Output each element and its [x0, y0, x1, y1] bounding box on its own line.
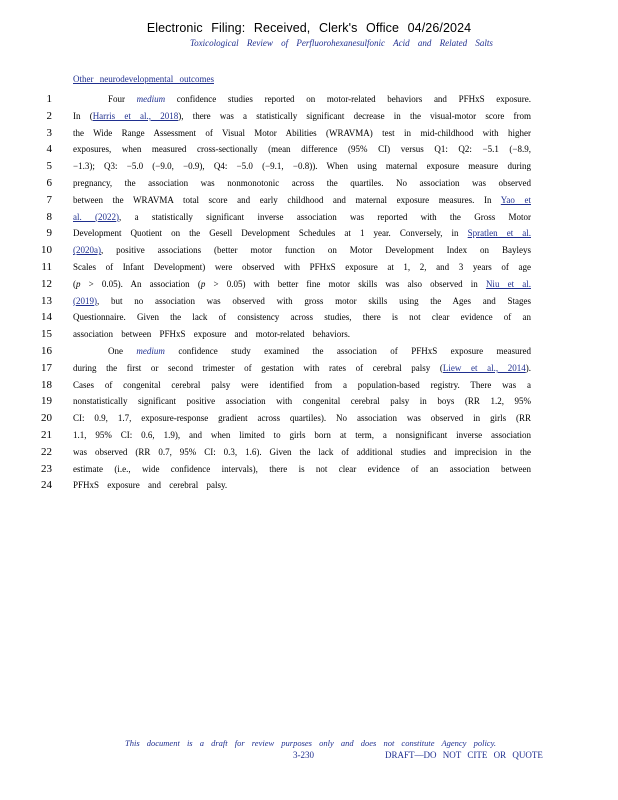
confidence-label: medium — [136, 346, 165, 356]
line-text — [73, 259, 531, 275]
citation-link[interactable]: (2020a) — [73, 245, 101, 256]
citation-link[interactable]: (2019) — [73, 295, 97, 306]
line-text — [73, 477, 531, 493]
line-number: 14 — [41, 311, 52, 324]
text-span: One — [108, 346, 137, 356]
text-line — [0, 108, 618, 124]
line-text — [73, 175, 531, 191]
text-span: , positive associations (better motor function on Motor Development Index on Bayleys — [101, 245, 531, 256]
text-line — [0, 192, 618, 208]
text-span: Scales of Infant Development) were observed with PFHxS exposure at 1, 2, and 3 years of age — [73, 262, 531, 272]
line-text — [73, 377, 531, 393]
text-span: > 0.05) with better fine motor skills was also observed in — [205, 278, 486, 289]
text-span: PFHxS exposure and cerebral palsy. — [73, 480, 228, 491]
text-line — [0, 444, 618, 460]
line-number: 22 — [41, 445, 52, 458]
line-number: 12 — [41, 277, 52, 290]
text-line — [0, 259, 618, 275]
line-number: 19 — [41, 395, 52, 408]
text-line — [0, 393, 618, 409]
citation-link[interactable]: al. (2022) — [73, 211, 120, 222]
line-number: 23 — [41, 462, 52, 475]
line-number: 7 — [46, 193, 52, 206]
text-line — [0, 343, 618, 359]
text-span: ( — [73, 278, 76, 289]
line-number: 2 — [46, 109, 52, 122]
confidence-label: medium — [136, 94, 166, 104]
text-span: between the WRAVMA total score and early childhood and maternal exposure measures. In — [73, 194, 501, 205]
line-number: 21 — [41, 429, 52, 441]
citation-link[interactable]: Harris et al., 2018 — [92, 110, 179, 121]
text-span: CI: 0.9, 1.7, exposure-response gradient across quartiles). No association was observed in girls (RR — [73, 413, 531, 424]
line-number: 5 — [46, 160, 52, 173]
text-span: Four — [108, 94, 137, 104]
line-text — [73, 225, 531, 241]
text-span: , a statistically significant inverse association was reported with the Gross Motor — [119, 211, 531, 222]
text-line — [0, 427, 618, 443]
text-span: Development Quotient on the Gesell Development Schedules at 1 year. Conversely, in — [73, 228, 468, 239]
text-line — [0, 225, 618, 241]
text-line — [0, 242, 618, 258]
text-span: −1.3); Q3: −5.0 (−9.0, −0.9), Q4: −5.0 (−9.1, −0.8)). When using maternal exposure measure during — [73, 161, 531, 172]
section-heading-link[interactable]: Other neurodevelopmental outcomes — [73, 74, 214, 84]
text-span: ). — [525, 362, 531, 373]
text-line — [0, 410, 618, 426]
line-number: 17 — [41, 361, 52, 374]
line-number: 4 — [46, 143, 52, 156]
line-text — [73, 158, 531, 174]
line-number: 3 — [46, 126, 52, 139]
text-span: p — [200, 278, 206, 289]
text-span: confidence studies reported on motor-related behaviors and PFHxS exposure. — [165, 94, 531, 104]
line-number: 9 — [46, 227, 52, 240]
text-line — [0, 125, 618, 141]
line-number: 16 — [41, 345, 52, 357]
text-span: > 0.05). An association ( — [80, 278, 201, 289]
line-text — [73, 276, 531, 292]
line-text — [73, 343, 531, 359]
text-line — [0, 309, 618, 325]
line-text — [73, 91, 531, 107]
line-text — [73, 410, 531, 426]
text-line — [0, 209, 618, 225]
text-span: confidence study examined the association of PFHxS exposure measured — [164, 346, 531, 356]
text-span: Questionnaire. Given the lack of consistency across studies, there is not clear evidence of an — [73, 312, 531, 323]
text-span: Cases of congenital cerebral palsy were identified from a population-based registry. There was a — [73, 379, 531, 390]
text-line — [0, 158, 618, 174]
citation-link[interactable]: Spratlen et al. — [467, 228, 531, 239]
line-text — [73, 209, 531, 225]
line-number: 8 — [46, 210, 52, 223]
draft-notice: DRAFT—DO NOT CITE OR QUOTE — [385, 750, 543, 760]
text-line — [0, 326, 618, 342]
text-span: during the first or second trimester of gestation with rates of cerebral palsy ( — [73, 362, 443, 373]
text-line — [0, 477, 618, 493]
text-line — [0, 175, 618, 191]
line-text — [73, 393, 531, 409]
page-number: 3-230 — [293, 750, 314, 760]
text-span: ), there was a statistically significant decrease in the visual-motor score from — [178, 110, 531, 121]
line-number: 10 — [41, 244, 52, 257]
text-span: In ( — [73, 110, 93, 121]
draft-disclaimer: This document is a draft for review purposes only and does not constitute Agency policy. — [125, 738, 497, 748]
line-number: 18 — [41, 378, 52, 391]
line-text — [73, 141, 531, 157]
text-line — [0, 293, 618, 309]
line-text — [73, 242, 531, 258]
text-span: 1.1, 95% CI: 0.6, 1.9), and when limited to girls born at term, a nonsignificant inverse association — [73, 430, 531, 440]
text-span: p — [76, 278, 81, 289]
citation-link[interactable]: Liew et al., 2014 — [442, 362, 526, 373]
citation-link[interactable]: Yao et — [500, 194, 531, 205]
line-number: 15 — [41, 328, 52, 341]
line-text — [73, 444, 531, 460]
text-line — [0, 360, 618, 376]
line-number: 20 — [41, 412, 52, 425]
filing-stamp: Electronic Filing: Received, Clerk's Office 04/26/2024 — [146, 21, 472, 35]
line-text — [73, 192, 531, 208]
text-span: estimate (i.e., wide confidence intervals), there is not clear evidence of an association between — [73, 463, 531, 474]
line-text — [73, 427, 531, 443]
line-number: 13 — [41, 294, 52, 307]
citation-link[interactable]: Niu et al. — [485, 278, 531, 289]
text-line — [0, 377, 618, 393]
text-span: nonstatistically significant positive association with congenital cerebral palsy in boys (RR 1.2, 95% — [73, 396, 531, 407]
text-line — [0, 91, 618, 107]
line-text — [73, 293, 531, 309]
running-title: Toxicological Review of Perfluorohexanesulfonic Acid and Related Salts — [190, 38, 493, 48]
line-number: 6 — [46, 177, 52, 189]
line-text — [73, 461, 531, 477]
line-number: 11 — [41, 261, 52, 273]
line-text — [73, 108, 531, 124]
line-text — [73, 360, 531, 376]
line-number: 1 — [46, 93, 52, 105]
text-line — [0, 276, 618, 292]
text-span: the Wide Range Assessment of Visual Motor Abilities (WRAVMA) test in mid-childhood with higher — [73, 127, 531, 138]
text-span: pregnancy, the association was nonmonotonic across the quartiles. No association was observed — [73, 178, 531, 188]
line-text — [73, 309, 531, 325]
text-span: exposures, when measured cross-sectionally (mean difference (95% CI) versus Q1: Q2: −5.1 (−8.9, — [73, 144, 531, 155]
text-span: , but no association was observed with gross motor skills using the Ages and Stages — [97, 295, 531, 306]
line-text — [73, 326, 531, 342]
text-line — [0, 141, 618, 157]
text-span: association between PFHxS exposure and motor-related behaviors. — [73, 329, 351, 340]
text-line — [0, 461, 618, 477]
text-span: was observed (RR 0.7, 95% CI: 0.3, 1.6). Given the lack of additional studies and imprecision in the — [73, 446, 531, 457]
line-number: 24 — [41, 479, 52, 492]
line-text — [73, 125, 531, 141]
